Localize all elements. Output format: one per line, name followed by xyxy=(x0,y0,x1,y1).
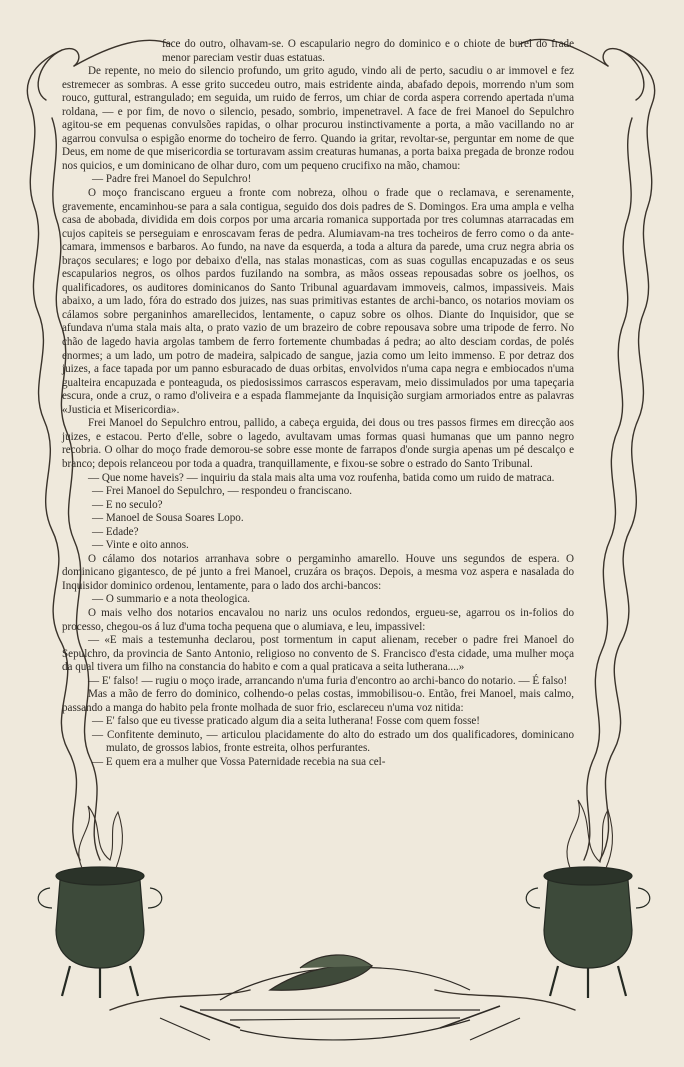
right-smoke-line-2 xyxy=(584,118,632,860)
paragraph: O mais velho dos notarios encavalou no nariz uns oculos redondos, ergueu-se, agarrou os in-folios do processo, chegou-os á luz d'uma tocha pequena que o alumiava, e leu, impassivel: xyxy=(62,606,574,633)
paragraph: — Vinte e oito annos. xyxy=(92,539,189,552)
left-brazier-icon xyxy=(38,867,162,998)
paragraph: O cálamo dos notarios arranhava sobre o pergaminho amarello. Houve uns segundos de espera. O dominicano gigantesco, de pé junto a frei Manoel, cruzára os braços. Depois, a mesma voz aspera e nasalada do Inquisidor dominico ordenou, lentamente, para o lado dos archi-bancos: xyxy=(62,552,574,592)
paragraph: — Manoel de Sousa Soares Lopo. xyxy=(92,512,244,525)
paragraph: face do outro, olhavam-se. O escapulario negro do dominico e o chiote de burel do frade menor pareciam vestir duas estatuas. xyxy=(162,38,574,64)
paragraph: — E no seculo? xyxy=(92,498,163,511)
paragraph: De repente, no meio do silencio profundo, um grito agudo, vindo ali de perto, sacudiu o ar immovel e fez estremecer as sombras. A esse grito succedeu outro, mais estridente ainda, abafado depois, morrendo n'um som rouco, guttural, estrangulado; em seguida, um ruido de ferros, um chiar de corda aspera correndo apertada n'uma roldana, — e por fim, de novo o silencio, pesado, sombrio, impenetravel. A face de frei Manoel do Sepulchro agitou-se em pequenas convulsões rapidas, o olhar procurou instinctivamente a porta, a mão vacillando no ar agarrou convulsa o espigão enorme do tocheiro de ferro. Quando ia gritar, revoltar-se, perguntar em nome de que Deus, em nome de que misericordia se torturavam assim creaturas humanas, a porta baixa pregada de bronze rodou nos quicios, e um dominicano de olhar duro, com um pequeno crucifixo na mão, chamou: xyxy=(62,65,574,172)
paragraph: Frei Manoel do Sepulchro entrou, pallido, a cabeça erguida, dei dous ou tres passos firmes em direcção aos juizes, e estacou. Perto d'elle, sobre o lagedo, avultavam umas formas quasi humanas que um panno negro recobria. O olhar do moço frade demorou-se sobre esse monte de farrapos d'onde surgia apenas um pé descalço e branco; depois relanceou por toda a quadra, tranquillamente, e fixou-se sobre o estrado do Santo Tribunal. xyxy=(62,417,574,470)
right-brazier-icon xyxy=(526,867,650,998)
paragraph: — Confitente deminuto, — articulou placidamente do alto do estrado um dos qualificadores, dominicano mulato, de grossos labios, fronte estreita, olhos perfurantes. xyxy=(92,728,574,755)
document-body xyxy=(62,38,574,770)
paragraph: — O summario e a nota theologica. xyxy=(92,593,251,606)
paragraph: — E' falso que eu tivesse praticado algum dia a seita lutherana! Fosse com quem fosse! xyxy=(92,715,481,728)
paragraph: — Padre frei Manoel do Sepulchro! xyxy=(92,173,252,186)
instruments-of-torture-vignette xyxy=(160,955,520,1040)
bottom-smoke xyxy=(110,990,575,1010)
left-smoke-curl xyxy=(38,50,62,100)
paragraph: — E' falso! — rugiu o moço irade, arrancando n'uma furia d'encontro ao archi-banco do notario. — É falso! xyxy=(88,674,568,687)
paragraph: Mas a mão de ferro do dominico, colhendo-o pelas costas, immobilisou-o. Então, frei Manoel, mais calmo, passando a manga do habito pela fronte molhada de suor frio, esclareceu n'uma voz nitida: xyxy=(62,688,574,714)
paragraph: — Frei Manoel do Sepulchro, — respondeu o franciscano. xyxy=(92,485,353,498)
left-flame-icon xyxy=(79,806,123,868)
paragraph: — E quem era a mulher que Vossa Paternidade recebia na sua cel- xyxy=(92,755,386,768)
paragraph: — «E mais a testemunha declarou, post tormentum in caput alienam, receber o padre frei Manoel do Sepulchro, da provincia de Santo Antonio, religioso no convento de S. Francisco d'esta cidade, uma mulher moça da qual tivera um filho na constancia do habito e com a qual praticava a seita lutherana....» xyxy=(62,634,574,674)
right-smoke-line xyxy=(600,49,655,860)
paragraph: O moço franciscano ergueu a fronte com nobreza, olhou o frade que o reclamava, e serenamente, gravemente, encaminhou-se para a sala contigua, seguido dos dois padres de S. Domingos. Era uma ampla e velha casa de abobada, dividida em dois corpos por uma arcaria romanica supportada por tres columnas atarracadas em cujos capiteis se perseguiam e enroscavam feras de pedra. Alumiavam-na tres tocheiros de ferro como o da ante-camara, immensos e barbaros. Ao fundo, na nave da esquerda, a toda a altura da parede, uma cruz negra abria os braços seculares; e logo por debaixo d'ella, nas stalas monasticas, com as suas cogullas encapuzadas e os seus escapularios negros, os olhos pardos fuzilando na sombra, as mãos osseas repousadas sobre os joelhos, os qualificadores, os auditores dominicanos do Santo Tribunal aguardavam immoveis, calmos, impassiveis. Mais abaixo, a um lado, fóra do estrado dos juizes, nas suas primitivas estantes de archi-banco, os notarios moviam os cálamos sobre perganinhos amarellecidos, lentamente, o capuz sobre os olhos. Diante do Inquisidor, que se afundava n'uma stala mais alta, o prato vazio de um brazeiro de cobre repousava sobre uma tripode de ferro. No chão de lagedo havia argolas tambem de ferro fortemente chumbadas á pedra; ao alto desciam cordas, de polés enormes; a um lado, um potro de madeira, salpicado de sangue, jazia como um leito immenso. E por detraz dos juizes, a face tapada por um panno esburacado de duas orbitas, envolvidos n'uma capa negra e embiocados n'uma gualteira encapuzada e ponteaguda, os piedosissimos carrascos esperavam, meio dissimulados por uma tapeçaria escura, onde a cruz, o ramo d'oliveira e a espada flammejante da Inquisição surgiam armoriados entre as palavras «Justicia et Misericordia». xyxy=(62,187,574,416)
paragraph: — Que nome haveis? — inquiriu da stala mais alta uma voz roufenha, batida como um ruido de matraca. xyxy=(88,471,555,484)
paragraph: — Edade? xyxy=(92,525,139,538)
right-smoke-curl xyxy=(620,50,644,100)
